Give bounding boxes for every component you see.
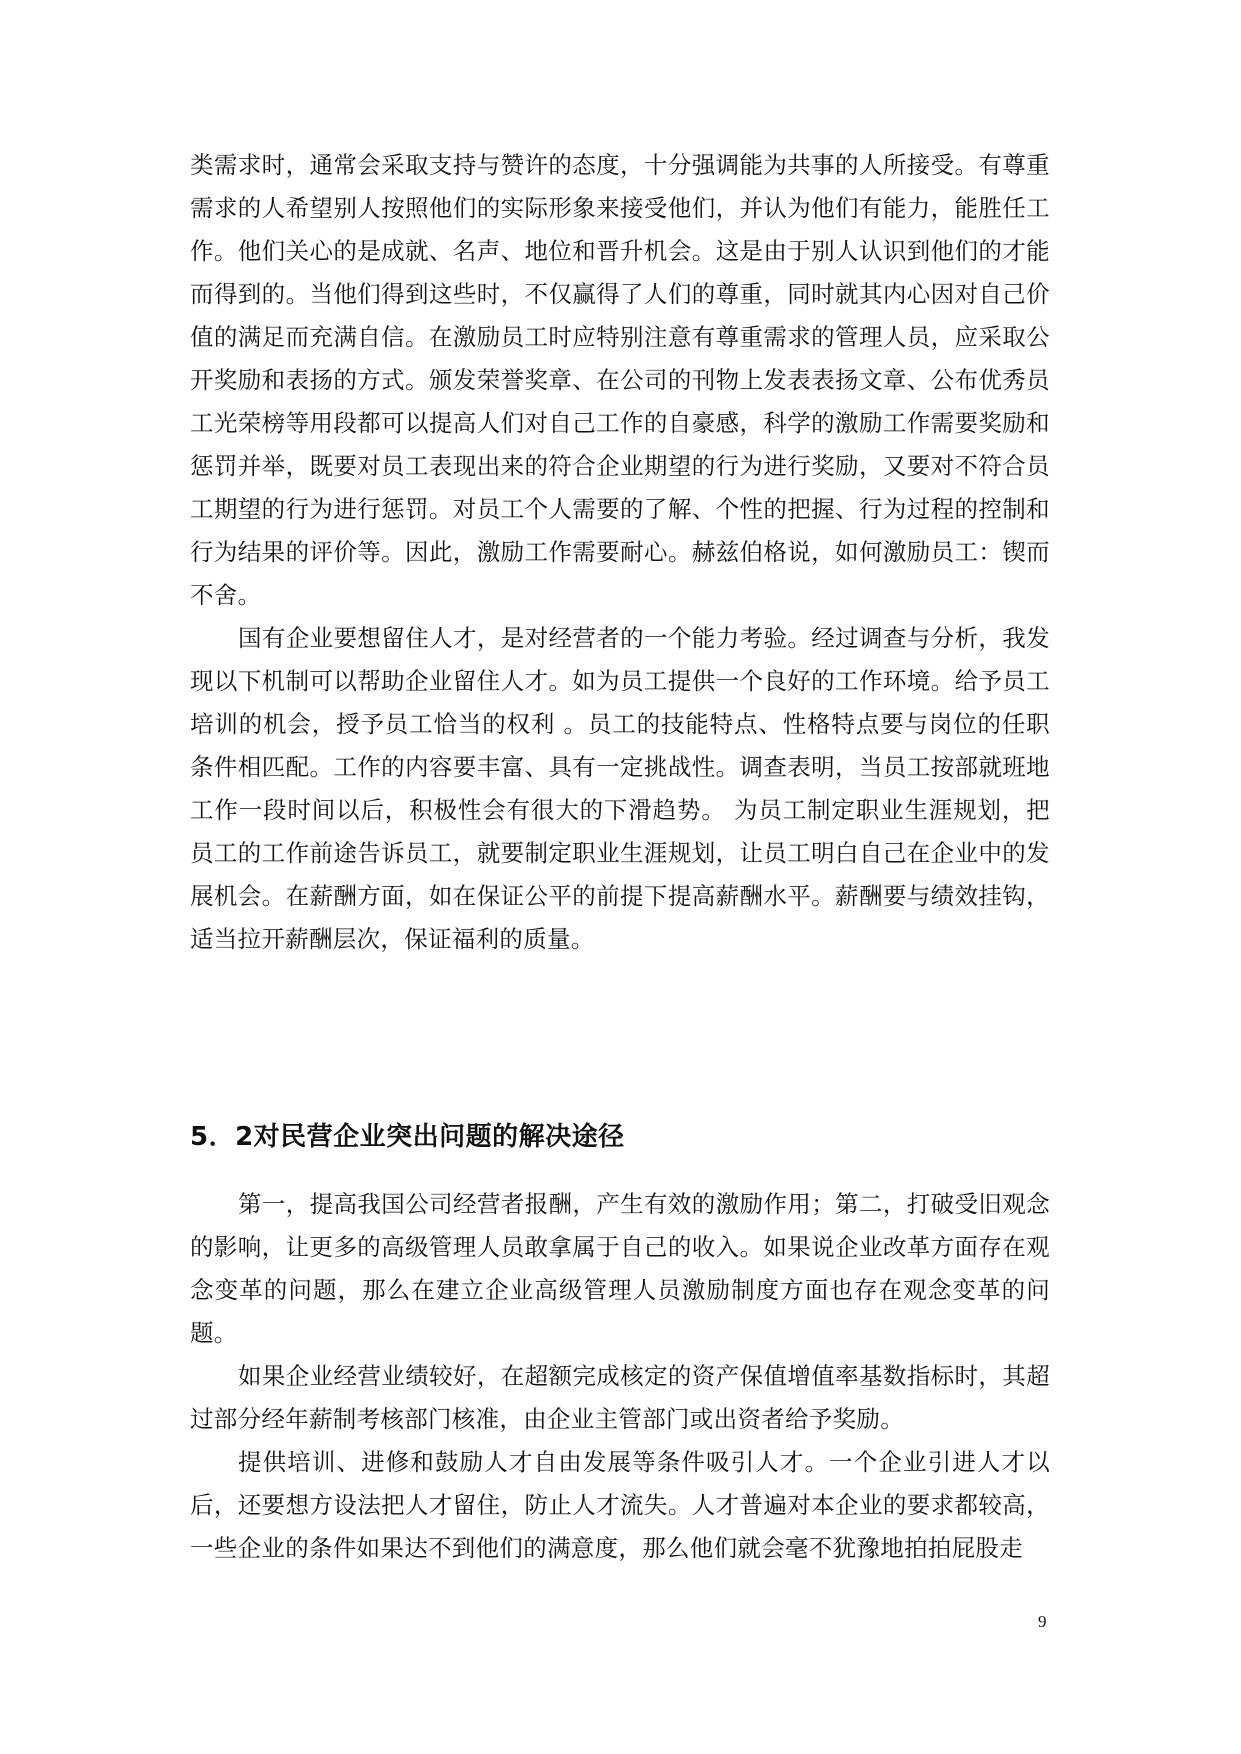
paragraph-continued: 类需求时，通常会采取支持与赞许的态度，十分强调能为共事的人所接受。有尊重需求的人希望别人按照他们的实际形象来接受他们，并认为他们有能力，能胜任工作。他们关心的是成就、名声、地位和晋升机会。这是由于别人认识到他们的才能而得到的。当他们得到这些时，不仅赢得了人们的尊重，同时就其内心因对自己价值的满足而充满自信。在激励员工时应特别注意有尊重需求的管理人员，应采取公开奖励和表扬的方式。颁发荣誉奖章、在公司的刊物上发表表扬文章、公布优秀员工光荣榜等用段都可以提高人们对自己工作的自豪感，科学的激励工作需要奖励和惩罚并举，既要对员工表现出来的符合企业期望的行为进行奖励，又要对不符合员工期望的行为进行惩罚。对员工个人需要的了解、个性的把握、行为过程的控制和行为结果的评价等。因此，激励工作需要耐心。赫兹伯格说，如何激励员工：锲而不舍。: [190, 151, 1050, 609]
paragraph-first-second: 第一，提高我国公司经营者报酬，产生有效的激励作用；第二，打破受旧观念的影响，让更多的高级管理人员敢拿属于自己的收入。如果说企业改革方面存在观念变革的问题，那么在建立企业高级管理人员激励制度方面也存在观念变革的问题。: [190, 1190, 1050, 1347]
page-number: 9: [1038, 1612, 1047, 1631]
paragraph-performance-reward: 如果企业经营业绩较好，在超额完成核定的资产保值增值率基数指标时，其超过部分经年薪制考核部门核准，由企业主管部门或出资者给予奖励。: [190, 1362, 1050, 1433]
paragraph-retain-talent: 国有企业要想留住人才，是对经营者的一个能力考验。经过调查与分析，我发现以下机制可以帮助企业留住人才。如为员工提供一个良好的工作环境。给予员工培训的机会，授予员工恰当的权利 。员工的技能特点、性格特点要与岗位的任职条件相匹配。工作的内容要丰富、具有一定挑战性。调查表明，当员工按部就班地工作一段时间以后，积极性会有很大的下滑趋势。 为员工制定职业生涯规划，把员工的工作前途告诉员工，就要制定职业生涯规划，让员工明白自己在企业中的发展机会。在薪酬方面，如在保证公平的前提下提高薪酬水平。薪酬要与绩效挂钩，适当拉开薪酬层次，保证福利的质量。: [190, 624, 1050, 953]
section-heading: 5．2对民营企业突出问题的解决途径: [190, 1122, 625, 1152]
section-2-body: [190, 1183, 1050, 1570]
section-1-body: [190, 144, 1050, 961]
paragraph-training: 提供培训、进修和鼓励人才自由发展等条件吸引人才。一个企业引进人才以后，还要想方设法把人才留住，防止人才流失。人才普遍对本企业的要求都较高，一些企业的条件如果达不到他们的满意度，那么他们就会毫不犹豫地拍拍屁股走: [190, 1448, 1050, 1562]
